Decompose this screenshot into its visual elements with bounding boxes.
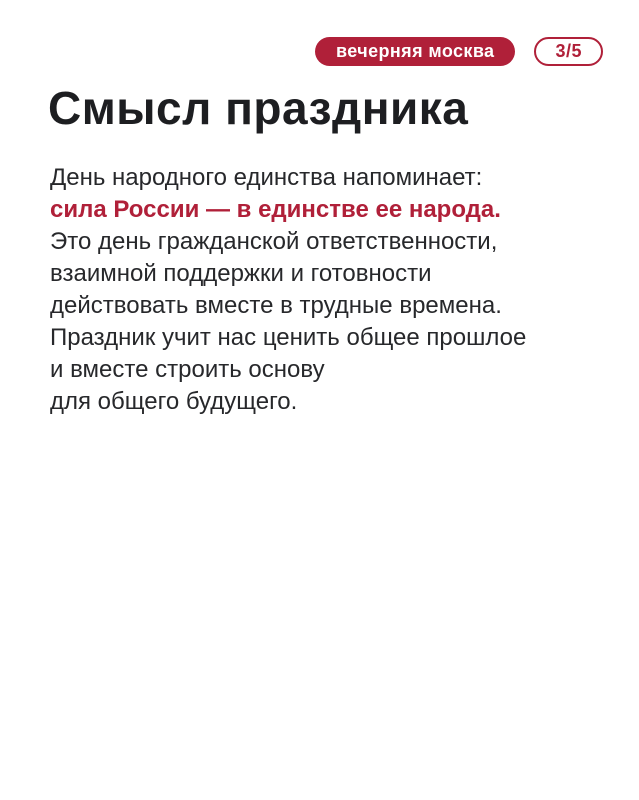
body-line: взаимной поддержки и готовности xyxy=(50,260,432,287)
body-line: действовать вместе в трудные времена. xyxy=(50,292,502,319)
page-title: Смысл праздника xyxy=(48,82,469,134)
body-line: Праздник учит нас ценить общее прошлое xyxy=(50,324,527,351)
body-line: Это день гражданской ответственности, xyxy=(50,228,498,255)
page-indicator-badge: 3/5 xyxy=(534,37,603,66)
body-text xyxy=(50,162,590,418)
header xyxy=(315,37,603,66)
body-line: День народного единства напоминает: xyxy=(50,164,483,191)
body-line: для общего будущего. xyxy=(50,388,298,415)
body-line: и вместе строить основу xyxy=(50,356,325,383)
body-line-highlight: сила России — в единстве ее народа. xyxy=(50,196,501,223)
brand-badge: вечерняя москва xyxy=(315,37,515,66)
